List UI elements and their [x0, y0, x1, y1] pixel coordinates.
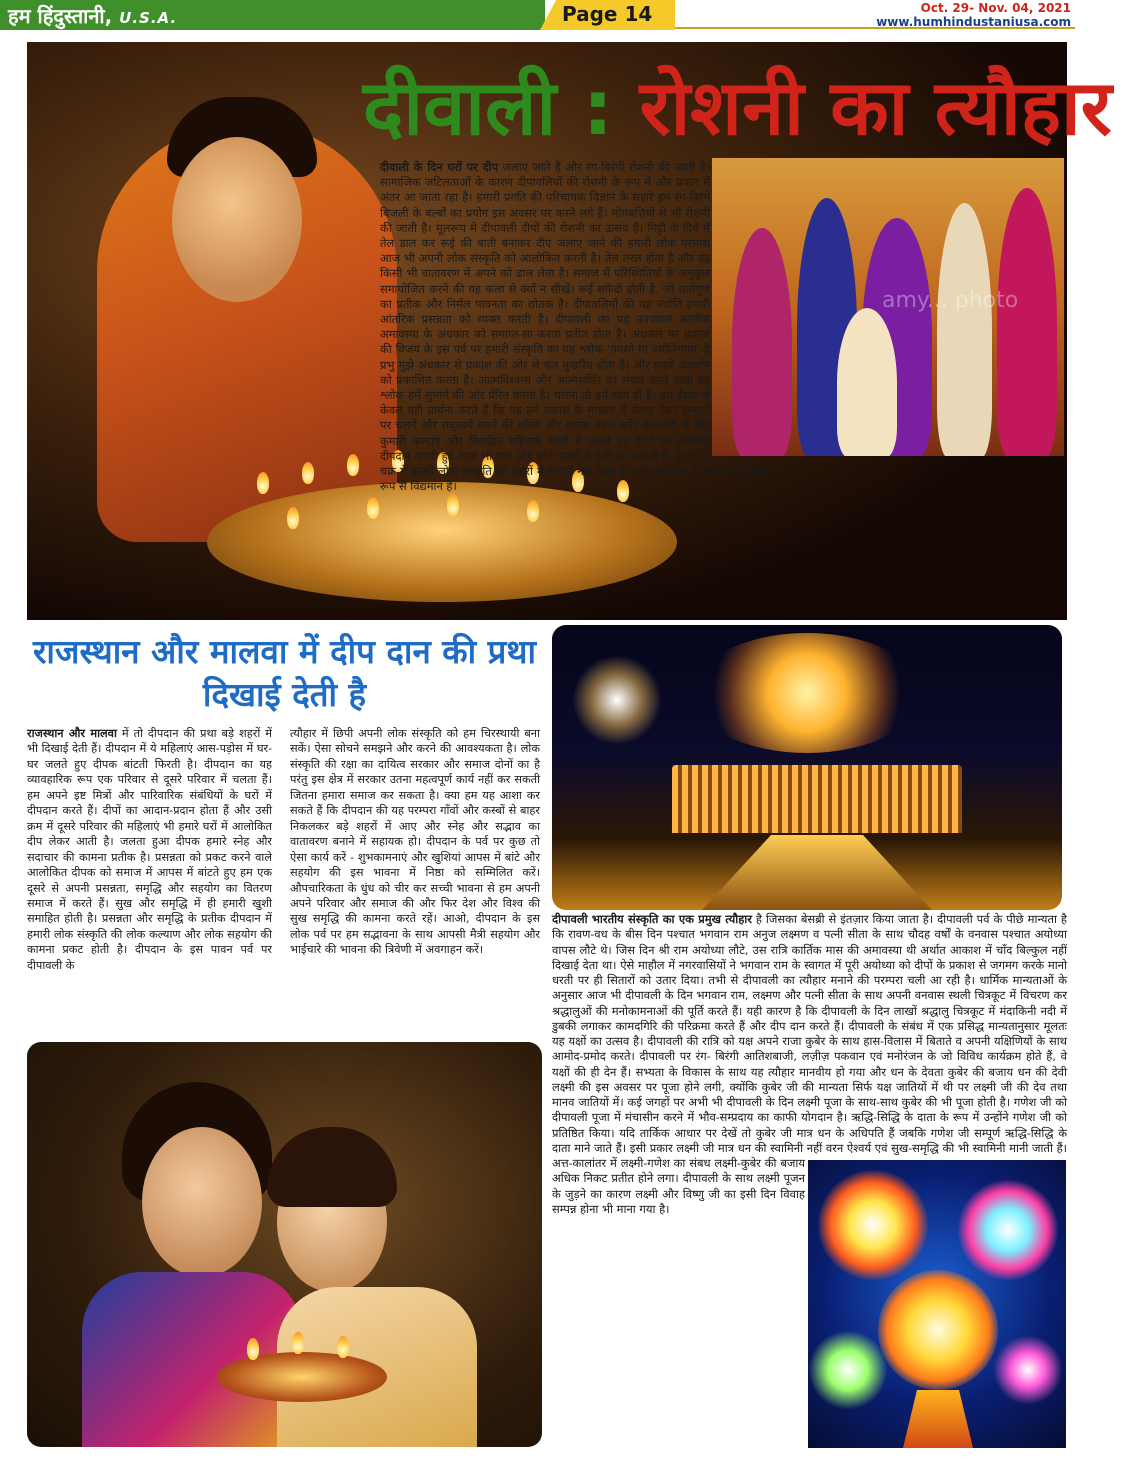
article-column-2	[290, 726, 540, 1046]
column-lead: राजस्थान और मालवा	[27, 726, 117, 740]
section-headline: राजस्थान और मालवा में दीप दान की प्रथा दिखाई देती है	[32, 632, 537, 714]
paper-name-hindi: हम हिंदुस्तानी,	[8, 4, 113, 28]
firework-burst	[572, 655, 662, 745]
photo-watermark: amy... photo	[882, 288, 1019, 313]
article-column-1	[27, 726, 272, 1046]
top-story-lead: दीवाली के दिन घरों पर दीप	[380, 160, 499, 174]
mother-daughter-photo	[27, 1042, 542, 1447]
diya-flame	[292, 1332, 304, 1354]
headline-part-2: रोशनी का त्यौहार	[639, 63, 1112, 152]
diya-flame	[257, 472, 269, 494]
diya-flame	[367, 497, 379, 519]
column-2-text: त्यौहार में छिपी अपनी लोक संस्कृति को हम चिरस्थायी बना सकें। ऐसा सोचने समझने और करने की आवश्यकता है। लोक संस्कृति की रक्षा का दायित्व सरकार और समाज दोनों का है परंतु इस क्षेत्र में सरकार उतना महत्वपूर्ण कार्य नहीं कर सकती जितना हमारा समाज कर सकता है। क्या हम यह आशा कर सकते हैं कि दीपदान की यह परम्परा गाँवों और कस्बों से बाहर निकलकर बड़े शहरों में आए और स्नेह और सद्भाव का वातावरण बनाने में सहायक हो। दीपदान के पर्व पर कुछ तो ऐसा कार्य करें - शुभकामनाएं और खुशियां आपस में बांटे और सहयोग की इस भावना में निष्ठा को सम्मिलित करें। औपचारिकता के धुंध को चीर कर सच्ची भावना से हम अपनी अपने परिवार और समाज की और फिर देश और विश्व की सुख समृद्धि की कामना करते रहें। आओ, दीपदान के इस लोक पर्व पर हम सद्भावना के साथ आपसी मैत्री सहयोग और भाईचारे की भावना की त्रिवेणी में अवगाहन करें।	[290, 727, 540, 957]
diya-flame	[302, 462, 314, 484]
right-story-lead: दीपावली भारतीय संस्कृति का एक प्रमुख त्यौहार	[552, 912, 752, 926]
top-story	[380, 160, 1065, 615]
right-story-body: है जिसका बेसब्री से इंतज़ार किया जाता है। दीपावली पर्व के पीछे मान्यता है कि रावण-वध के बीस दिन पश्चात भगवान राम अनुज लक्ष्मण व पत्नी सीता के साथ चौदह वर्षों के वनवास पश्चात अयोध्या वापस लौटे थे। जिस दिन श्री राम अयोध्या लौटे, उस रात्रि कार्तिक मास की अमावस्या थी अर्थात आकाश में चाँद बिल्कुल नहीं दिखाई देता था। ऐसे माहौल में नगरवासियों ने भगवान राम के स्वागत में पूरी अयोध्या को दीपों के प्रकाश से जगमग करके मानो धरती पर ही सितारों को उतार दिया। तभी से दीपावली का त्यौहार मनाने की परम्परा चली आ रही है। धार्मिक मान्यताओं के अनुसार आज भी दीपावली के दिन भगवान राम, लक्ष्मण और पत्नी सीता के साथ अपनी वनवास स्थली चित्रकूट में विचरण कर श्रद्धालुओं की मनोकामनाओं की पूर्ति करते हैं। यही कारण है कि दीपावली के दिन लाखों श्रद्धालु चित्रकूट में मंदाकिनी नदी में डुबकी लगाकर कामदगिरि की परिक्रमा करते हैं और दीप दान करते हैं। दीपावली के संबंध में एक प्रसिद्ध मान्यतानुसार मूलतः यह यक्षों का उत्सव है। दीपावली की रात्रि को यक्ष अपने राजा कुबेर के साथ हास-विलास में बिताते व अपनी यक्षिणियों के साथ आमोद-प्रमोद करते। दीपावली पर रंग- बिरंगी आतिशबाजी, लज़ीज़ पकवान एवं मनोरंजन के जो विविध कार्यक्रम होते हैं, वे यक्षों की ही देन हैं। सभ्यता के विकास के साथ यह त्यौहार मानवीय हो गया और धन के देवता कुबेर की बजाय धन की देवी लक्ष्मी की इस अवसर पर पूजा होने लगी, क्योंकि कुबेर जी की मान्यता सिर्फ यक्ष जातियों में थी पर लक्ष्मी जी की देव तथा मानव जातियों में। कई जगहों पर अभी भी दीपावली के दिन लक्ष्मी पूजा के साथ-साथ कुबेर की भी पूजा होती है। गणेश जी को दीपावली पूजा में मंचासीन करने में भौव-सम्प्रदाय का काफी योगदान है। ऋद्धि-सिद्धि के दाता के रूप में उन्होंने गणेश जी को प्रतिष्ठित किया। यदि तार्किक आधार पर देखें तो कुबेर जी मात्र धन के अधिपति हैं जबकि गणेश जी सम्पूर्ण ऋद्धि-सिद्धि के दाता माने जाते हैं। इसी प्रकार लक्ष्मी जी मात्र धन की स्वामिनी नहीं वरन ऐश्वर्य एवं सुख-समृद्धि की भी स्वामिनी मानी जाती हैं। अत्त-कालांतर में लक्ष्मी-गणेश का संबध लक्ष्मी-कुबेर की बजाय अधिक निकट प्रतीत होने लगा। दीपावली के साथ लक्ष्मी पूजन के जुड़ने का कारण लक्ष्मी और विष्णु जी का इसी दिन विवाह सम्पन्न होना भी माना गया है।	[552, 912, 1067, 1216]
mother-face	[142, 1127, 262, 1277]
main-headline	[363, 58, 1112, 158]
page-number: Page 14	[562, 2, 653, 26]
masthead	[0, 0, 1135, 34]
woman-face	[172, 137, 302, 302]
firework-burst	[692, 633, 922, 753]
top-story-body: जलाए जाते हैं और रंग-बिरंगी रोशनी की जाती है। सामाजिक जटिलताओं के कारण दीपावलियों की रोशनी के रूप में और प्रकार में अंतर आ जाता रहा है। हमारी प्रगति की परिचायक विज्ञान के सहारे हम रंग-बिरंगे बिजली के बल्बों का प्रयोग इस अवसर पर करने लगे हैं। मोमबत्तियों से भी रोशनी की जाती है। मूलरूप मे दीपावली दीपों की रोशनी का उत्सव हैं। मिट्टी के दिये में तेल डाल कर रूई की बाती बनाकर दीए जलाए जाने की हमारी लोक परम्परा आज भी अपनी लोक संस्कृति को आलोकित करती है। तेल तरल होता है और वह किसी भी वातावरण में अपने को ढाल लेता है। समाज में परिस्थितियों के अनुकूल समायोजित करने की यह कला से क्यों न सीखें। रूई सफेदी होती है, जो सतोगुण का प्रतीक और निर्मल पावनता का द्योतक है। दीपावलियों की यह ज्योति हमारी आंतरिक प्रसन्नता को व्यक्त करती है। दीपावली का यह उज्जवल आलोक अमावस्या के अंधकार को समाप्त-सा करता प्रतीत होता है। अंधकार पर प्रकाश की विजय के इस पर्व पर हमारी संस्कृति का यह श्लोक 'तमसो मां ज्योर्तिगमय' हे प्रभु मुझे अंधकार से प्रकाश की ओर ले चल मुखरित होता है। और हमारे अंतर्ज्ञान को प्रकाशित करता है। आत्मविश्वास और आत्मशक्ति का संचार करने वाला यह श्लोक हमें सुमार्ग की ओर प्रेरित करता है। चलना तो हमें स्वयं ही है। हम ईश्वर से केवल यही प्रार्थना करते हैं कि वह हमें प्रकाश के माध्यम से प्रेरणा देकर सन्मार्ग पर चलने और सद्कार्य करने की शक्ति और क्षमता प्रदान करे। दीपावली के दिन कुमारी कन्याएं और विवाहित महिलाएं थाली में जलते हुए दीपों को सजाकर दीपदान करती हुई आज भी गांव और छोटे कस्बों में देखी जा सकती हैं। समय के चक्र में हमारी लोक संस्कृति को शहरों में पनपने नहीं दिया है। परंतु वह गांव में आज भी मौलिक रूप से विद्यमान है।	[380, 160, 770, 494]
daughter-hair	[267, 1127, 397, 1207]
issue-date: Oct. 29- Nov. 04, 2021	[920, 1, 1071, 15]
website-link[interactable]: www.humhindustaniusa.com	[876, 15, 1071, 29]
puja-thali	[217, 1352, 387, 1402]
diya-flame	[247, 1338, 259, 1360]
diya-flame	[287, 507, 299, 529]
right-story	[552, 912, 1067, 1447]
palace-building	[672, 765, 962, 833]
diya-flame	[347, 454, 359, 476]
palace-fireworks-photo	[552, 625, 1062, 910]
headline-part-1: दीवाली :	[363, 63, 640, 152]
column-1-text: में तो दीपदान की प्रथा बड़े शहरों में भी दिखाई देती हैं। दीपदान में ये महिलाएं आस-पड़ोस में घर-घर जलते हुए दीपक बांटती फिरती है। दीपदान का यह व्यावहारिक रूप एक परिवार से दूसरे परिवार में चलता हैं। हम अपने इष्ट मित्रों और पारिवारिक संबंधियों के घरों में दीपदान करते हैं। दीपों का आदान-प्रदान होता हैं और उसी क्रम में दूसरे परिवार की महिलाएं भी हमारे घरों में आलोकित दीप लेकर आती है। जलता हुआ दीपक हमारे स्नेह और सदाचार की कामना प्रतीक है। प्रसन्नता को प्रकट करने वाले आलोकित दीपक को समाज में आपस में बांटते हुए हम एक दूसरे से अपनी प्रसन्नता, समृद्धि और सहयोग का वितरण समाज में करते हैं। सुख और समृद्धि में ही हमारी खुशी समाहित होती है। प्रसन्नता और समृद्धि के प्रतीक दीपदान में हमारी लोक संस्कृति की लोक कल्याण और लोक सहयोग की कामना प्रकट होती है। दीपदान के इस पावन पर्व पर दीपावली के	[27, 727, 272, 972]
paper-name-suffix: U.S.A.	[119, 9, 178, 27]
diya-flame	[337, 1336, 349, 1358]
paper-name	[8, 2, 177, 29]
reflecting-pool	[702, 835, 932, 910]
